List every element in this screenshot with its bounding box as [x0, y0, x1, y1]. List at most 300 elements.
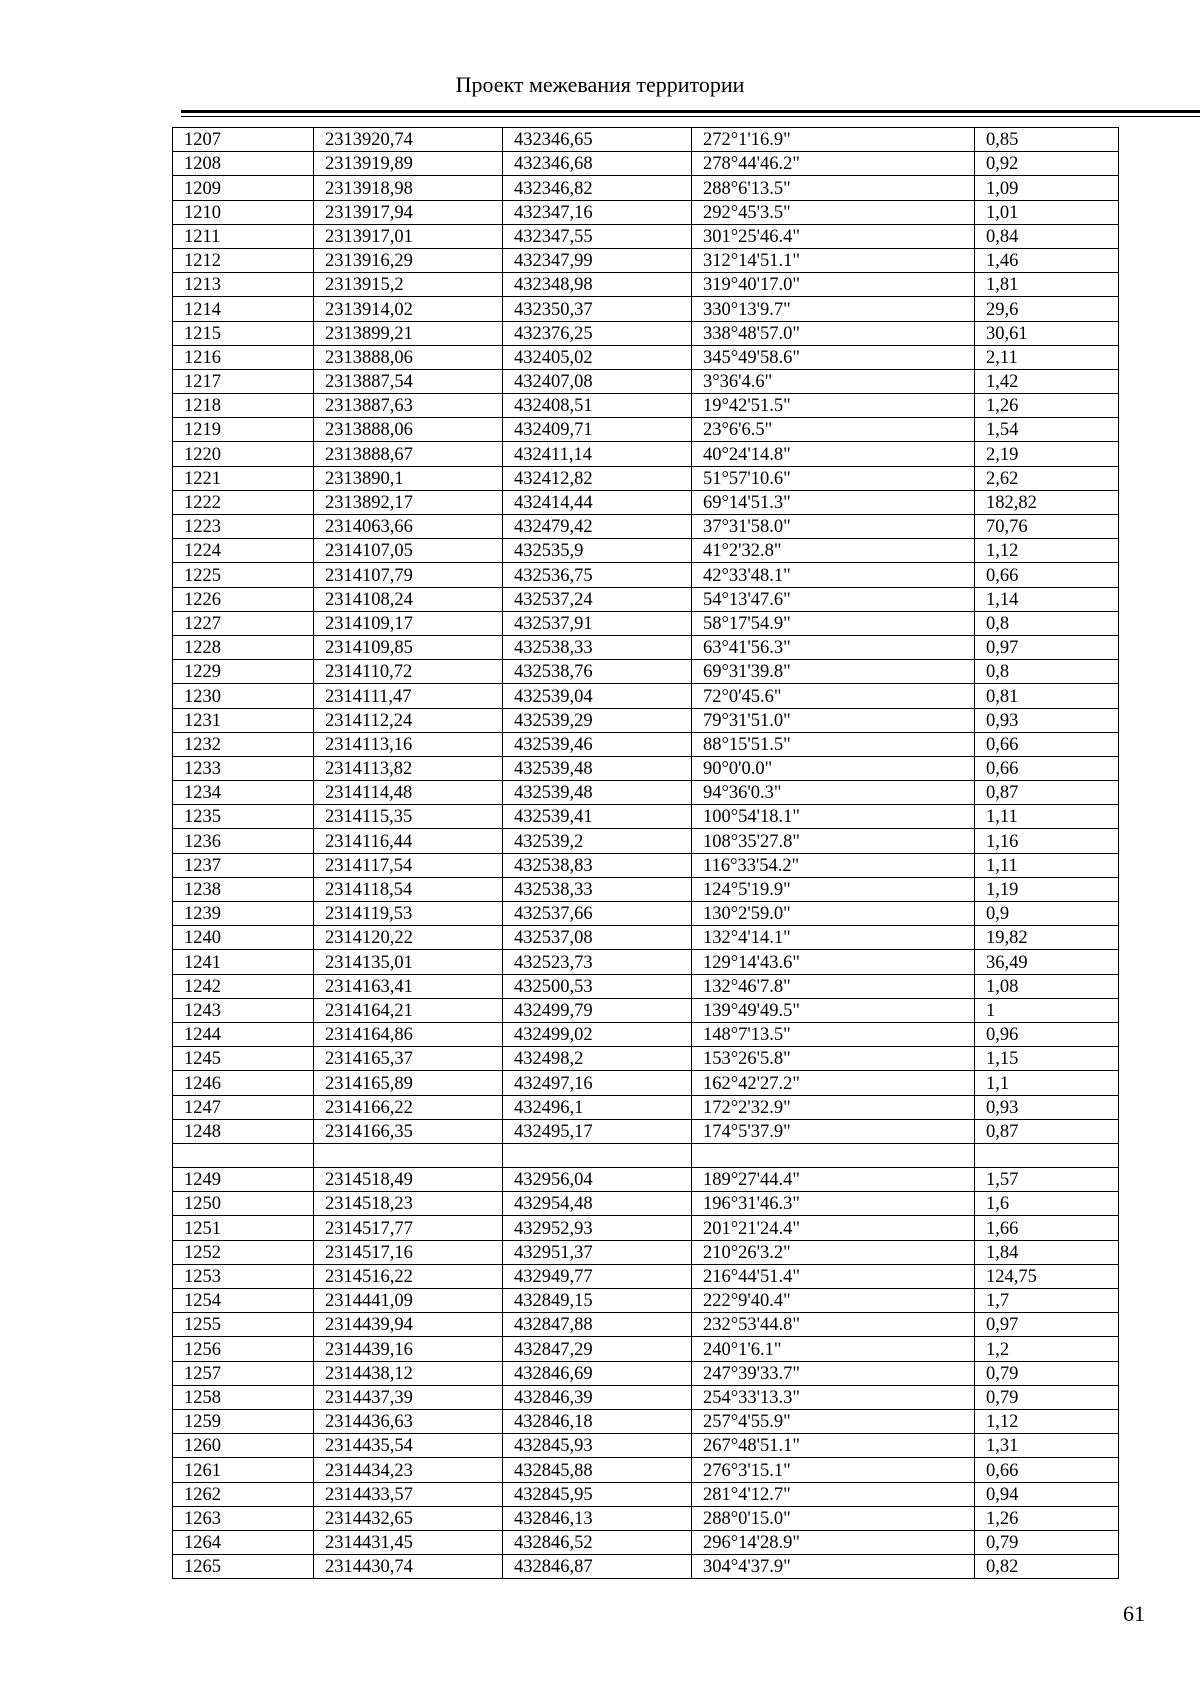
direction-angle-cell: 116°33'54.2"	[692, 853, 975, 877]
y-coordinate-cell: 432496,1	[503, 1095, 692, 1119]
point-number-cell: 1262	[173, 1482, 314, 1506]
page-header-title: Проект межевания территории	[455, 72, 745, 97]
table-row	[173, 1361, 1119, 1385]
point-number-cell: 1250	[173, 1192, 314, 1216]
x-coordinate-cell: 2314111,47	[314, 684, 503, 708]
direction-angle-cell: 37°31'58.0"	[692, 515, 975, 539]
distance-cell: 1	[975, 998, 1119, 1022]
point-number-cell: 1208	[173, 152, 314, 176]
x-coordinate-cell: 2313918,98	[314, 176, 503, 200]
direction-angle-cell: 257°4'55.9"	[692, 1409, 975, 1433]
distance-cell: 0,96	[975, 1022, 1119, 1046]
direction-angle-cell: 338°48'57.0"	[692, 321, 975, 345]
direction-angle-cell: 69°14'51.3"	[692, 490, 975, 514]
point-number-cell: 1227	[173, 611, 314, 635]
table-row	[173, 877, 1119, 901]
distance-cell: 1,2	[975, 1337, 1119, 1361]
y-coordinate-cell: 432846,52	[503, 1530, 692, 1554]
point-number-cell: 1221	[173, 466, 314, 490]
distance-cell: 0,66	[975, 563, 1119, 587]
direction-angle-cell: 240°1'6.1"	[692, 1337, 975, 1361]
distance-cell: 70,76	[975, 515, 1119, 539]
table-row	[173, 369, 1119, 393]
x-coordinate-cell: 2313887,54	[314, 369, 503, 393]
y-coordinate-cell: 432347,99	[503, 248, 692, 272]
y-coordinate-cell: 432499,79	[503, 998, 692, 1022]
y-coordinate-cell: 432412,82	[503, 466, 692, 490]
distance-cell: 0,87	[975, 781, 1119, 805]
x-coordinate-cell: 2313888,06	[314, 345, 503, 369]
point-number-cell: 1260	[173, 1434, 314, 1458]
distance-cell: 1,12	[975, 539, 1119, 563]
distance-cell: 1,11	[975, 853, 1119, 877]
distance-cell: 0,79	[975, 1361, 1119, 1385]
table-row	[173, 1192, 1119, 1216]
distance-cell: 0,66	[975, 1458, 1119, 1482]
distance-cell: 0,84	[975, 224, 1119, 248]
y-coordinate-cell: 432845,88	[503, 1458, 692, 1482]
table-row	[173, 466, 1119, 490]
point-number-cell: 1207	[173, 128, 314, 152]
x-coordinate-cell: 2314517,16	[314, 1240, 503, 1264]
point-number-cell: 1218	[173, 394, 314, 418]
table-row	[173, 1482, 1119, 1506]
distance-cell: 1,42	[975, 369, 1119, 393]
point-number-cell: 1223	[173, 515, 314, 539]
x-coordinate-cell: 2314441,09	[314, 1289, 503, 1313]
y-coordinate-cell: 432949,77	[503, 1264, 692, 1288]
direction-angle-cell: 132°46'7.8"	[692, 974, 975, 998]
point-number-cell: 1248	[173, 1119, 314, 1143]
point-number-cell: 1213	[173, 273, 314, 297]
point-number-cell: 1228	[173, 635, 314, 659]
point-number-cell: 1226	[173, 587, 314, 611]
y-coordinate-cell: 432535,9	[503, 539, 692, 563]
direction-angle-cell: 42°33'48.1"	[692, 563, 975, 587]
coordinates-table	[172, 127, 1119, 1579]
table-row	[173, 1530, 1119, 1554]
direction-angle-cell: 130°2'59.0"	[692, 902, 975, 926]
x-coordinate-cell: 2314163,41	[314, 974, 503, 998]
point-number-cell: 1264	[173, 1530, 314, 1554]
distance-cell: 1,57	[975, 1168, 1119, 1192]
table-row	[173, 1458, 1119, 1482]
distance-cell: 0,97	[975, 1313, 1119, 1337]
point-number-cell: 1222	[173, 490, 314, 514]
distance-cell	[975, 1143, 1119, 1167]
y-coordinate-cell: 432539,41	[503, 805, 692, 829]
y-coordinate-cell: 432376,25	[503, 321, 692, 345]
y-coordinate-cell: 432346,65	[503, 128, 692, 152]
x-coordinate-cell: 2314435,54	[314, 1434, 503, 1458]
direction-angle-cell: 148°7'13.5"	[692, 1022, 975, 1046]
coordinates-table-body	[173, 128, 1119, 1579]
x-coordinate-cell: 2314118,54	[314, 877, 503, 901]
table-row	[173, 418, 1119, 442]
distance-cell: 1,15	[975, 1047, 1119, 1071]
point-number-cell: 1251	[173, 1216, 314, 1240]
table-row	[173, 1555, 1119, 1579]
point-number-cell: 1220	[173, 442, 314, 466]
distance-cell: 2,19	[975, 442, 1119, 466]
distance-cell: 1,81	[975, 273, 1119, 297]
point-number-cell: 1216	[173, 345, 314, 369]
point-number-cell: 1263	[173, 1506, 314, 1530]
x-coordinate-cell: 2314112,24	[314, 708, 503, 732]
direction-angle-cell: 54°13'47.6"	[692, 587, 975, 611]
point-number-cell: 1243	[173, 998, 314, 1022]
point-number-cell: 1238	[173, 877, 314, 901]
point-number-cell: 1255	[173, 1313, 314, 1337]
direction-angle-cell: 216°44'51.4"	[692, 1264, 975, 1288]
y-coordinate-cell: 432538,83	[503, 853, 692, 877]
y-coordinate-cell: 432846,87	[503, 1555, 692, 1579]
y-coordinate-cell: 432956,04	[503, 1168, 692, 1192]
x-coordinate-cell: 2314108,24	[314, 587, 503, 611]
table-row	[173, 1434, 1119, 1458]
point-number-cell: 1239	[173, 902, 314, 926]
direction-angle-cell: 267°48'51.1"	[692, 1434, 975, 1458]
point-number-cell: 1215	[173, 321, 314, 345]
direction-angle-cell: 153°26'5.8"	[692, 1047, 975, 1071]
distance-cell: 0,87	[975, 1119, 1119, 1143]
x-coordinate-cell: 2314166,35	[314, 1119, 503, 1143]
x-coordinate-cell: 2313887,63	[314, 394, 503, 418]
x-coordinate-cell: 2314436,63	[314, 1409, 503, 1433]
point-number-cell	[173, 1143, 314, 1167]
y-coordinate-cell: 432951,37	[503, 1240, 692, 1264]
table-row	[173, 805, 1119, 829]
y-coordinate-cell: 432537,66	[503, 902, 692, 926]
table-row	[173, 732, 1119, 756]
x-coordinate-cell: 2314107,79	[314, 563, 503, 587]
x-coordinate-cell: 2313892,17	[314, 490, 503, 514]
header-rule-thin	[181, 116, 1200, 117]
table-row	[173, 635, 1119, 659]
x-coordinate-cell: 2313917,01	[314, 224, 503, 248]
direction-angle-cell: 129°14'43.6"	[692, 950, 975, 974]
y-coordinate-cell: 432408,51	[503, 394, 692, 418]
table-row	[173, 1337, 1119, 1361]
table-row	[173, 756, 1119, 780]
y-coordinate-cell: 432348,98	[503, 273, 692, 297]
table-row	[173, 345, 1119, 369]
header-rule-thick	[181, 110, 1200, 113]
table-row	[173, 1385, 1119, 1409]
x-coordinate-cell: 2314437,39	[314, 1385, 503, 1409]
point-number-cell: 1224	[173, 539, 314, 563]
distance-cell: 2,62	[975, 466, 1119, 490]
point-number-cell: 1237	[173, 853, 314, 877]
point-number-cell: 1236	[173, 829, 314, 853]
x-coordinate-cell: 2314165,37	[314, 1047, 503, 1071]
direction-angle-cell: 51°57'10.6"	[692, 466, 975, 490]
direction-angle-cell: 288°6'13.5"	[692, 176, 975, 200]
x-coordinate-cell: 2314115,35	[314, 805, 503, 829]
direction-angle-cell: 41°2'32.8"	[692, 539, 975, 563]
y-coordinate-cell: 432537,24	[503, 587, 692, 611]
distance-cell: 0,79	[975, 1530, 1119, 1554]
direction-angle-cell: 247°39'33.7"	[692, 1361, 975, 1385]
table-row	[173, 1289, 1119, 1313]
x-coordinate-cell: 2313915,2	[314, 273, 503, 297]
point-number-cell: 1214	[173, 297, 314, 321]
point-number-cell: 1233	[173, 756, 314, 780]
direction-angle-cell: 288°0'15.0"	[692, 1506, 975, 1530]
y-coordinate-cell: 432954,48	[503, 1192, 692, 1216]
direction-angle-cell: 100°54'18.1"	[692, 805, 975, 829]
y-coordinate-cell: 432414,44	[503, 490, 692, 514]
y-coordinate-cell: 432499,02	[503, 1022, 692, 1046]
distance-cell: 0,9	[975, 902, 1119, 926]
x-coordinate-cell: 2314432,65	[314, 1506, 503, 1530]
distance-cell: 2,11	[975, 345, 1119, 369]
x-coordinate-cell: 2313914,02	[314, 297, 503, 321]
direction-angle-cell: 276°3'15.1"	[692, 1458, 975, 1482]
x-coordinate-cell: 2314120,22	[314, 926, 503, 950]
x-coordinate-cell: 2314164,21	[314, 998, 503, 1022]
x-coordinate-cell: 2314114,48	[314, 781, 503, 805]
x-coordinate-cell: 2314109,17	[314, 611, 503, 635]
table-row	[173, 950, 1119, 974]
distance-cell: 182,82	[975, 490, 1119, 514]
y-coordinate-cell: 432539,48	[503, 756, 692, 780]
point-number-cell: 1240	[173, 926, 314, 950]
table-row	[173, 248, 1119, 272]
y-coordinate-cell: 432498,2	[503, 1047, 692, 1071]
distance-cell: 0,85	[975, 128, 1119, 152]
distance-cell: 0,66	[975, 756, 1119, 780]
distance-cell: 1,09	[975, 176, 1119, 200]
point-number-cell: 1245	[173, 1047, 314, 1071]
table-row	[173, 1168, 1119, 1192]
direction-angle-cell: 108°35'27.8"	[692, 829, 975, 853]
x-coordinate-cell: 2314433,57	[314, 1482, 503, 1506]
y-coordinate-cell: 432411,14	[503, 442, 692, 466]
y-coordinate-cell: 432846,13	[503, 1506, 692, 1530]
table-row	[173, 1071, 1119, 1095]
y-coordinate-cell: 432537,08	[503, 926, 692, 950]
x-coordinate-cell: 2314119,53	[314, 902, 503, 926]
direction-angle-cell: 345°49'58.6"	[692, 345, 975, 369]
x-coordinate-cell: 2313916,29	[314, 248, 503, 272]
y-coordinate-cell: 432539,46	[503, 732, 692, 756]
x-coordinate-cell: 2313888,67	[314, 442, 503, 466]
direction-angle-cell: 189°27'44.4"	[692, 1168, 975, 1192]
x-coordinate-cell: 2313917,94	[314, 200, 503, 224]
distance-cell: 1,01	[975, 200, 1119, 224]
table-row	[173, 853, 1119, 877]
y-coordinate-cell: 432350,37	[503, 297, 692, 321]
point-number-cell: 1265	[173, 1555, 314, 1579]
point-number-cell: 1254	[173, 1289, 314, 1313]
distance-cell: 1,84	[975, 1240, 1119, 1264]
distance-cell: 0,8	[975, 660, 1119, 684]
x-coordinate-cell: 2314166,22	[314, 1095, 503, 1119]
direction-angle-cell: 319°40'17.0"	[692, 273, 975, 297]
distance-cell: 29,6	[975, 297, 1119, 321]
point-number-cell: 1217	[173, 369, 314, 393]
distance-cell: 0,93	[975, 708, 1119, 732]
direction-angle-cell: 201°21'24.4"	[692, 1216, 975, 1240]
x-coordinate-cell: 2314431,45	[314, 1530, 503, 1554]
direction-angle-cell: 162°42'27.2"	[692, 1071, 975, 1095]
point-number-cell: 1244	[173, 1022, 314, 1046]
table-row	[173, 998, 1119, 1022]
direction-angle-cell: 79°31'51.0"	[692, 708, 975, 732]
y-coordinate-cell: 432405,02	[503, 345, 692, 369]
distance-cell: 30,61	[975, 321, 1119, 345]
distance-cell: 19,82	[975, 926, 1119, 950]
table-row	[173, 708, 1119, 732]
point-number-cell: 1232	[173, 732, 314, 756]
distance-cell: 1,11	[975, 805, 1119, 829]
direction-angle-cell: 196°31'46.3"	[692, 1192, 975, 1216]
y-coordinate-cell: 432497,16	[503, 1071, 692, 1095]
distance-cell: 1,66	[975, 1216, 1119, 1240]
x-coordinate-cell: 2314434,23	[314, 1458, 503, 1482]
x-coordinate-cell: 2313899,21	[314, 321, 503, 345]
y-coordinate-cell: 432407,08	[503, 369, 692, 393]
direction-angle-cell: 90°0'0.0"	[692, 756, 975, 780]
distance-cell: 1,08	[975, 974, 1119, 998]
table-row	[173, 1119, 1119, 1143]
y-coordinate-cell: 432495,17	[503, 1119, 692, 1143]
y-coordinate-cell: 432847,88	[503, 1313, 692, 1337]
table-row	[173, 587, 1119, 611]
distance-cell: 124,75	[975, 1264, 1119, 1288]
point-number-cell: 1229	[173, 660, 314, 684]
direction-angle-cell: 210°26'3.2"	[692, 1240, 975, 1264]
x-coordinate-cell: 2314135,01	[314, 950, 503, 974]
direction-angle-cell: 132°4'14.1"	[692, 926, 975, 950]
x-coordinate-cell: 2314113,82	[314, 756, 503, 780]
table-row	[173, 224, 1119, 248]
point-number-cell: 1231	[173, 708, 314, 732]
direction-angle-cell	[692, 1143, 975, 1167]
point-number-cell: 1247	[173, 1095, 314, 1119]
x-coordinate-cell: 2314164,86	[314, 1022, 503, 1046]
point-number-cell: 1230	[173, 684, 314, 708]
y-coordinate-cell: 432347,55	[503, 224, 692, 248]
table-row	[173, 1264, 1119, 1288]
y-coordinate-cell: 432845,95	[503, 1482, 692, 1506]
distance-cell: 1,6	[975, 1192, 1119, 1216]
direction-angle-cell: 172°2'32.9"	[692, 1095, 975, 1119]
table-row	[173, 176, 1119, 200]
direction-angle-cell: 88°15'51.5"	[692, 732, 975, 756]
x-coordinate-cell: 2314439,16	[314, 1337, 503, 1361]
direction-angle-cell: 312°14'51.1"	[692, 248, 975, 272]
distance-cell: 0,81	[975, 684, 1119, 708]
direction-angle-cell: 232°53'44.8"	[692, 1313, 975, 1337]
table-row	[173, 1047, 1119, 1071]
point-number-cell: 1209	[173, 176, 314, 200]
y-coordinate-cell: 432536,75	[503, 563, 692, 587]
distance-cell: 0,92	[975, 152, 1119, 176]
point-number-cell: 1252	[173, 1240, 314, 1264]
x-coordinate-cell: 2313920,74	[314, 128, 503, 152]
table-row	[173, 1409, 1119, 1433]
y-coordinate-cell: 432538,76	[503, 660, 692, 684]
point-number-cell: 1219	[173, 418, 314, 442]
table-row	[173, 1143, 1119, 1167]
point-number-cell: 1261	[173, 1458, 314, 1482]
direction-angle-cell: 278°44'46.2"	[692, 152, 975, 176]
y-coordinate-cell: 432845,93	[503, 1434, 692, 1458]
direction-angle-cell: 69°31'39.8"	[692, 660, 975, 684]
table-row	[173, 539, 1119, 563]
distance-cell: 0,79	[975, 1385, 1119, 1409]
x-coordinate-cell: 2314107,05	[314, 539, 503, 563]
distance-cell: 1,31	[975, 1434, 1119, 1458]
table-row	[173, 515, 1119, 539]
x-coordinate-cell: 2314117,54	[314, 853, 503, 877]
point-number-cell: 1211	[173, 224, 314, 248]
table-row	[173, 321, 1119, 345]
y-coordinate-cell: 432539,48	[503, 781, 692, 805]
x-coordinate-cell: 2314113,16	[314, 732, 503, 756]
y-coordinate-cell: 432523,73	[503, 950, 692, 974]
x-coordinate-cell: 2314439,94	[314, 1313, 503, 1337]
direction-angle-cell: 94°36'0.3"	[692, 781, 975, 805]
direction-angle-cell: 281°4'12.7"	[692, 1482, 975, 1506]
x-coordinate-cell	[314, 1143, 503, 1167]
distance-cell: 1,26	[975, 1506, 1119, 1530]
table-row	[173, 1216, 1119, 1240]
point-number-cell: 1257	[173, 1361, 314, 1385]
distance-cell: 1,54	[975, 418, 1119, 442]
y-coordinate-cell: 432846,69	[503, 1361, 692, 1385]
x-coordinate-cell: 2314518,23	[314, 1192, 503, 1216]
distance-cell: 0,94	[975, 1482, 1119, 1506]
table-row	[173, 442, 1119, 466]
y-coordinate-cell: 432537,91	[503, 611, 692, 635]
distance-cell: 1,19	[975, 877, 1119, 901]
table-row	[173, 297, 1119, 321]
point-number-cell: 1235	[173, 805, 314, 829]
distance-cell: 1,1	[975, 1071, 1119, 1095]
y-coordinate-cell	[503, 1143, 692, 1167]
table-row	[173, 1240, 1119, 1264]
x-coordinate-cell: 2314517,77	[314, 1216, 503, 1240]
point-number-cell: 1210	[173, 200, 314, 224]
point-number-cell: 1212	[173, 248, 314, 272]
y-coordinate-cell: 432849,15	[503, 1289, 692, 1313]
y-coordinate-cell: 432539,29	[503, 708, 692, 732]
table-row	[173, 781, 1119, 805]
direction-angle-cell: 23°6'6.5"	[692, 418, 975, 442]
table-row	[173, 394, 1119, 418]
x-coordinate-cell: 2313919,89	[314, 152, 503, 176]
x-coordinate-cell: 2314430,74	[314, 1555, 503, 1579]
distance-cell: 0,66	[975, 732, 1119, 756]
table-row	[173, 829, 1119, 853]
table-row	[173, 1095, 1119, 1119]
distance-cell: 1,7	[975, 1289, 1119, 1313]
point-number-cell: 1259	[173, 1409, 314, 1433]
direction-angle-cell: 222°9'40.4"	[692, 1289, 975, 1313]
direction-angle-cell: 124°5'19.9"	[692, 877, 975, 901]
point-number-cell: 1249	[173, 1168, 314, 1192]
direction-angle-cell: 40°24'14.8"	[692, 442, 975, 466]
distance-cell: 0,93	[975, 1095, 1119, 1119]
direction-angle-cell: 72°0'45.6"	[692, 684, 975, 708]
distance-cell: 0,82	[975, 1555, 1119, 1579]
y-coordinate-cell: 432346,82	[503, 176, 692, 200]
direction-angle-cell: 304°4'37.9"	[692, 1555, 975, 1579]
distance-cell: 0,97	[975, 635, 1119, 659]
